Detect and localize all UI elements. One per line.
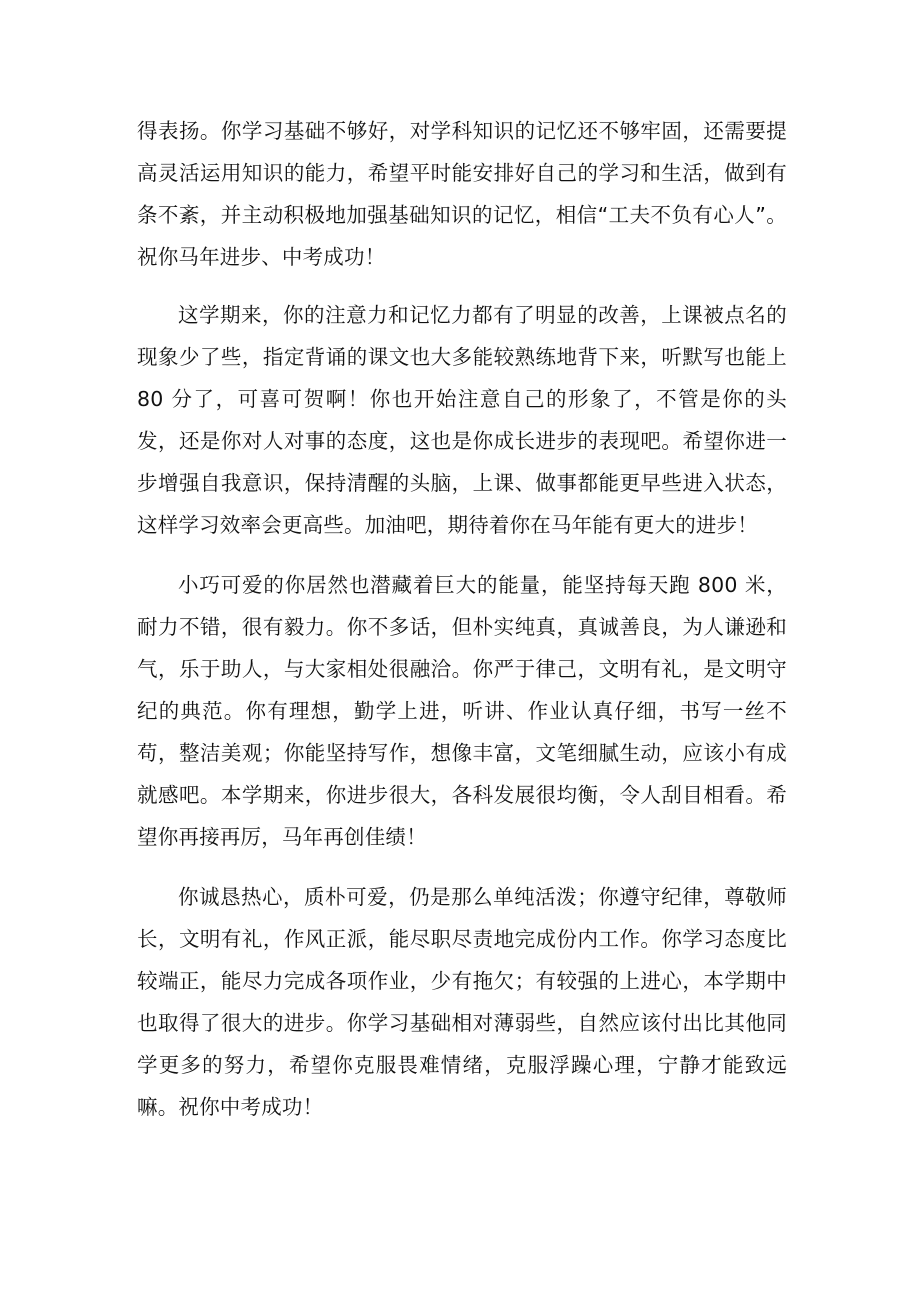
paragraph-comment-4: 你诚恳热心，质朴可爱，仍是那么单纯活泼；你遵守纪律，尊敬师长，文明有礼，作风正派，能尽职尽责地完成份内工作。你学习态度比较端正，能尽力完成各项作业，少有拖欠；有较强的上进心，本学期中也取得了很大的进步。你学习基础相对薄弱些，自然应该付出比其他同学更多的努力，希望你克服畏难情绪，克服浮躁心理，宁静才能致远嘛。祝你中考成功！: [137, 885, 787, 1119]
document-body: [137, 110, 787, 1128]
paragraph-comment-2: 这学期来，你的注意力和记忆力都有了明显的改善，上课被点名的现象少了些，指定背诵的课文也大多能较熟练地背下来，听默写也能上 80 分了，可喜可贺啊！你也开始注意自己的形象了，不管是你的头发，还是你对人对事的态度，这也是你成长进步的表现吧。希望你进一步增强自我意识，保持清醒的头脑，上课、做事都能更早些进入状态，这样学习效率会更高些。加油吧，期待着你在马年能有更大的进步！: [137, 303, 787, 537]
paragraph-comment-3: 小巧可爱的你居然也潜藏着巨大的能量，能坚持每天跑 800 米，耐力不错，很有毅力。你不多话，但朴实纯真，真诚善良，为人谦逊和气，乐于助人，与大家相处很融洽。你严于律己，文明有礼，是文明守纪的典范。你有理想，勤学上进，听讲、作业认真仔细，书写一丝不苟，整洁美观；你能坚持写作，想像丰富，文笔细腻生动，应该小有成就感吧。本学期来，你进步很大，各科发展很均衡，令人刮目相看。希望你再接再厉，马年再创佳绩！: [137, 573, 787, 849]
paragraph-continuation: 得表扬。你学习基础不够好，对学科知识的记忆还不够牢固，还需要提高灵活运用知识的能力，希望平时能安排好自己的学习和生活，做到有条不紊，并主动积极地加强基础知识的记忆，相信“工夫不负有心人”。祝你马年进步、中考成功！: [137, 119, 787, 269]
